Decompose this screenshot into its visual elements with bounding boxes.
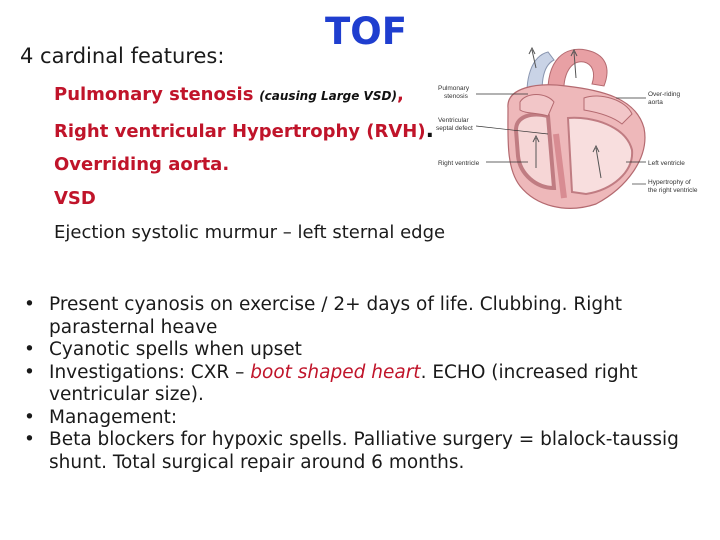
- label-pulmonary-stenosis-1: Pulmonary: [438, 85, 470, 92]
- bullet-text-post: . ECHO (increased right: [420, 361, 638, 383]
- label-right-ventricle: Right ventricle: [438, 160, 480, 167]
- cardinal-features-label: 4 cardinal features:: [20, 44, 225, 68]
- bullet-item: [24, 407, 704, 430]
- feature-vsd: VSD: [54, 188, 96, 209]
- label-left-ventricle: Left ventricle: [648, 160, 685, 167]
- bullet-text: Cyanotic spells when upset: [49, 339, 302, 360]
- label-overriding-aorta-1: Over-riding: [648, 91, 681, 98]
- heart-illustration: [508, 48, 645, 208]
- bullet-text-cont: ventricular size).: [49, 384, 204, 405]
- bullet-text-cont: shunt. Total surgical repair around 6 months.: [49, 451, 465, 473]
- label-pulmonary-stenosis-2: stenosis: [444, 93, 468, 100]
- bullet-list: [24, 294, 704, 474]
- slide-title: TOF: [325, 10, 407, 53]
- bullet-text-cont: parasternal heave: [49, 316, 218, 338]
- bullet-dot-icon: •: [24, 429, 35, 450]
- label-hypertrophy-2: the right ventricle: [648, 187, 698, 194]
- bullet-text: Management:: [49, 406, 178, 428]
- bullet-text: Beta blockers for hypoxic spells. Palliative surgery = blalock-taussig: [49, 429, 679, 450]
- feature-pulmonary-stenosis: [54, 84, 404, 105]
- bullet-dot-icon: •: [24, 406, 35, 428]
- label-hypertrophy-1: Hypertrophy of: [648, 179, 691, 186]
- feature-rvh-text: Right ventricular Hypertrophy (RVH): [54, 121, 426, 142]
- feature-overriding-aorta: Overriding aorta.: [54, 154, 230, 175]
- bullet-item: [24, 339, 704, 362]
- feature-rvh-period: .: [425, 118, 434, 143]
- bullet-item: [24, 429, 704, 474]
- feature-pulmonary-note: (causing Large VSD): [259, 89, 397, 103]
- feature-pulmonary-comma: ,: [396, 84, 404, 105]
- boot-shaped-heart-text: boot shaped heart: [250, 361, 421, 383]
- bullet-item: [24, 362, 704, 407]
- bullet-dot-icon: •: [24, 339, 35, 360]
- tof-heart-diagram: [436, 38, 708, 216]
- bullet-item: [24, 294, 704, 339]
- bullet-text: Investigations: CXR –: [49, 361, 251, 383]
- bullet-dot-icon: •: [24, 361, 35, 383]
- feature-pulmonary-text: Pulmonary stenosis: [54, 84, 254, 105]
- feature-rvh: [54, 118, 434, 143]
- label-vsd-2: septal defect: [436, 125, 473, 132]
- bullet-dot-icon: •: [24, 294, 35, 315]
- bullet-text: Present cyanosis on exercise / 2+ days of life. Clubbing. Right: [49, 294, 623, 315]
- label-overriding-aorta-2: aorta: [648, 99, 663, 106]
- feature-murmur: Ejection systolic murmur – left sternal edge: [54, 222, 446, 243]
- label-vsd-1: Ventricular: [438, 117, 469, 124]
